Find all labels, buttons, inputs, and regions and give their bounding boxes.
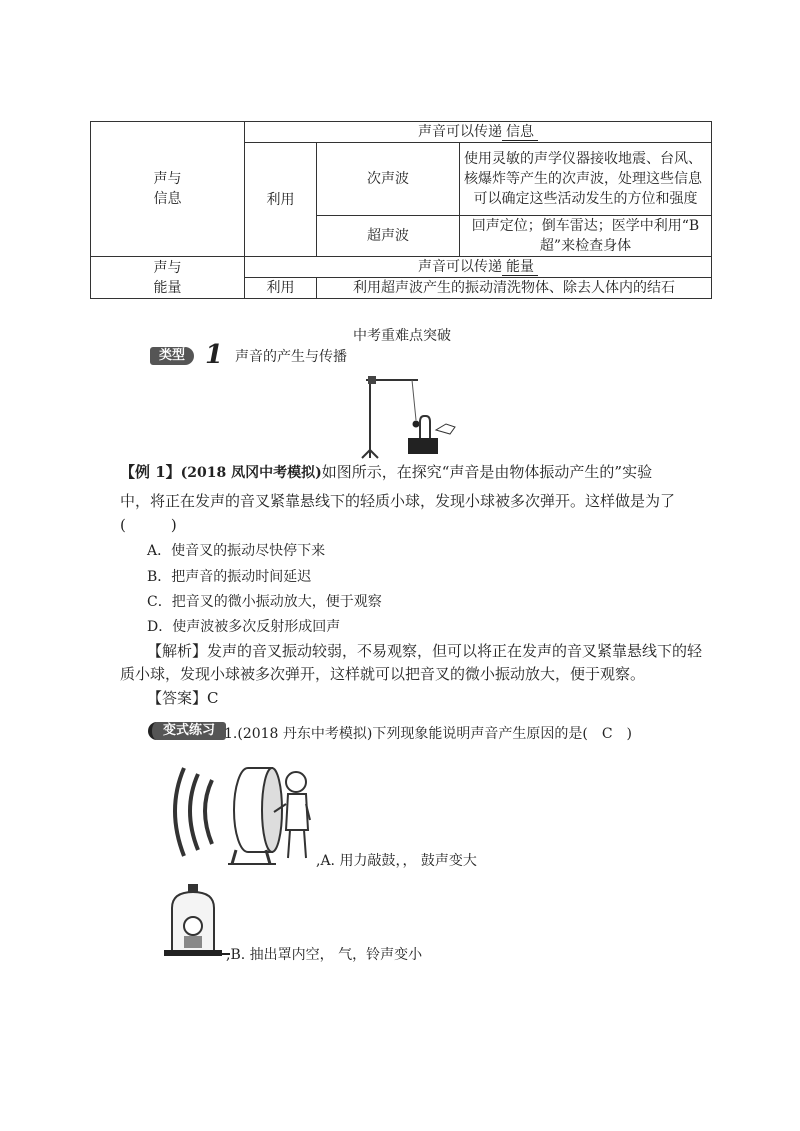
example-stem-1: 如图所示，在探究“声音是由物体振动产生的”实验 xyxy=(321,463,653,481)
example-source: (2018 凤冈中考模拟) xyxy=(180,465,322,481)
example-tag: 【例 1】 xyxy=(120,463,181,481)
row-head-info: 声与 信息 xyxy=(91,122,245,257)
ultrasound-desc: 回声定位；倒车雷达；医学中利用“B超”来检查身体 xyxy=(460,216,712,257)
practice-option-a: ,A. 用力敲鼓，， 鼓声变大 xyxy=(316,853,477,869)
type-number: 1 xyxy=(205,340,224,370)
option-d: D．使声波被多次反射形成回声 xyxy=(147,619,341,635)
example-line-2: 中，将正在发声的音叉紧靠悬线下的轻质小球，发现小球被多次弹开。这样做是为了 xyxy=(120,492,676,510)
analysis-line-1 xyxy=(147,640,702,662)
use-label-2: 利用 xyxy=(245,278,317,299)
energy-desc: 利用超声波产生的振动清洗物体、除去人体内的结石 xyxy=(317,278,712,299)
analysis-line-2: 质小球，发现小球被多次弹开，这样就可以把音叉的微小振动放大，便于观察。 xyxy=(120,665,646,683)
answer-value: C xyxy=(207,689,219,707)
analysis-text-1: 发声的音叉振动较弱，不易观察，但可以将正在发声的音叉紧靠悬线下的轻 xyxy=(207,642,703,660)
type-badge: 类型 xyxy=(150,347,194,365)
type-title: 声音的产生与传播 xyxy=(235,349,347,365)
infrasound-label: 次声波 xyxy=(317,143,460,216)
section-title: 中考重难点突破 xyxy=(353,328,451,344)
use-label: 利用 xyxy=(245,143,317,257)
energy-answer: 能量 xyxy=(502,259,538,276)
option-a: A．使音叉的振动尽快停下来 xyxy=(147,543,326,559)
drum-image xyxy=(160,760,320,870)
tuning-fork-apparatus-image xyxy=(360,372,460,458)
info-transmit-label: 声音可以传递 xyxy=(418,124,502,140)
sound-info-table xyxy=(90,121,712,299)
answer-tag: 【答案】 xyxy=(147,689,208,707)
ultrasound-label: 超声波 xyxy=(317,216,460,257)
info-answer: 信息 xyxy=(502,124,538,141)
example-line-1 xyxy=(120,461,652,484)
example-answer-blank: ( ) xyxy=(120,516,177,534)
answer-line xyxy=(147,687,219,709)
infrasound-desc: 使用灵敏的声学仪器接收地震、台风、核爆炸等产生的次声波，处理这些信息可以确定这些活动发生的方位和强度 xyxy=(460,143,712,216)
bell-jar-image xyxy=(160,882,230,962)
info-transmit-cell xyxy=(245,122,712,143)
practice-option-b: ,B. 抽出罩内空， 气，铃声变小 xyxy=(226,947,423,963)
energy-transmit-label: 声音可以传递 xyxy=(418,259,502,275)
energy-transmit-cell xyxy=(245,257,712,278)
option-b: B．把声音的振动时间延迟 xyxy=(147,569,312,585)
practice-question: 1.(2018 丹东中考模拟)下列现象能说明声音产生原因的是( C ) xyxy=(224,726,632,742)
row-head-energy: 声与 能量 xyxy=(91,257,245,299)
practice-badge: 变式练习 xyxy=(148,722,226,740)
analysis-tag: 【解析】 xyxy=(147,642,208,660)
option-c: C．把音叉的微小振动放大，便于观察 xyxy=(147,594,382,610)
